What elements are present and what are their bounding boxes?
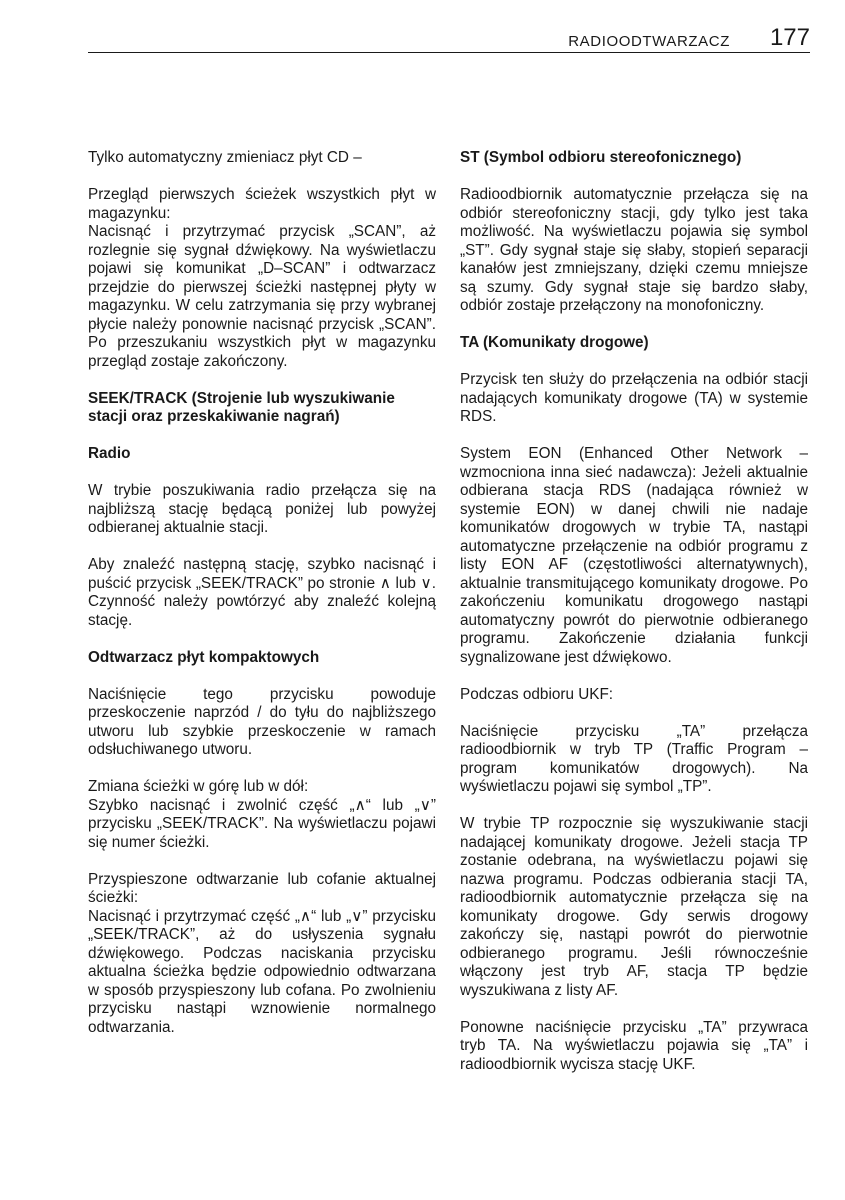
text-line: Przegląd pierwszych ścieżek wszystkich płyt w magazynku:: [88, 186, 436, 222]
paragraph: [88, 778, 436, 852]
text-line: Tylko automatyczny zmieniacz płyt CD –: [88, 149, 362, 166]
section-title: RADIOODTWARZACZ: [568, 33, 730, 50]
paragraph: [88, 149, 436, 168]
text-line: W trybie poszukiwania radio przełącza się na najbliższą stację będącą poniżej lub powyżej odbieranej aktualnie stacji.: [88, 482, 436, 536]
text-line: Odtwarzacz płyt kompaktowych: [88, 648, 320, 666]
page-number: 177: [769, 24, 810, 51]
paragraph: [88, 482, 436, 538]
text-line: ST (Symbol odbioru stereofonicznego): [460, 149, 742, 166]
text-line: Naciśnięcie tego przycisku powoduje przeskoczenie naprzód / do tyłu do najbliższego utworu lub szybkie przeskoczenie w ramach odsłuchiwanego utworu.: [88, 685, 436, 758]
header-rule: [88, 52, 810, 53]
text-line: Aby znaleźć następną stację, szybko nacisnąć i puścić przycisk „SEEK/TRACK” po stronie ∧ lub ∨. Czynność należy powtórzyć aby znaleźć kolejną stację.: [88, 556, 436, 629]
text-line: W trybie TP rozpocznie się wyszukiwanie stacji nadającej komunikaty drogowe. Jeżeli stacja TP zostanie odebrana, na wyświetlaczu pojawi się nazwa programu. Podczas odbierania stacji TA, radioodbiornik automatycznie przełącza się na komunikaty drogowe. Gdy serwis drogowy zakończy się, nastąpi powrót do pierwotnie odbieranego programu. Jeśli równocześnie włączony jest tryb AF, stacja TP będzie wyszukiwana z listy AF.: [460, 815, 808, 999]
paragraph: [460, 186, 808, 316]
text-line: Szybko nacisnąć i zwolnić część „∧“ lub „∨” przycisku „SEEK/TRACK”. Na wyświetlaczu pojawi się numer ścieżki.: [88, 796, 436, 851]
paragraph: [460, 445, 808, 667]
right-column: [460, 149, 808, 1093]
text-line: Radio: [88, 445, 131, 462]
text-line: Nacisnąć i przytrzymać część „∧“ lub „∨” przycisku „SEEK/TRACK”, aż do usłyszenia sygnału dźwiękowego. Podczas naciskania przycisku aktualna ścieżka będzie odpowiednio odtwarzana w sposób przyspieszony lub cofana. Po zwolnieniu przycisku nastąpi wznowienie normalnego odtwarzania.: [88, 907, 436, 1036]
text-line: System EON (Enhanced Other Network – wzmocniona inna sieć nadawcza): Jeżeli aktualnie odbierana stacja RDS (nadająca również w systemie EON) w danej chwili nie nadaje komunikatów drogowych w trybie TA, nastąpi automatyczne przełączenie na odbiór programu z listy EON AF (częstotliwości alternatywnych), aktualnie transmitującego komunikaty drogowe. Po zakończeniu komunikatu drogowego nastąpi automatyczny powrót do pierwotnie odbieranego programu. Zakończenie działania funkcji sygnalizowane jest dźwiękowo.: [460, 445, 808, 666]
page-header: [88, 24, 810, 54]
section-heading: [88, 649, 436, 668]
text-line: TA (Komunikaty drogowe): [460, 334, 649, 351]
paragraph: [460, 1019, 808, 1075]
section-heading: [460, 149, 808, 168]
left-column: [88, 149, 436, 1056]
paragraph: [88, 186, 436, 371]
paragraph: [88, 871, 436, 1038]
text-line: Nacisnąć i przytrzymać przycisk „SCAN”, aż rozlegnie się sygnał dźwiękowy. Na wyświetlaczu pojawi się komunikat „D–SCAN” i odtwarzacz przejdzie do pierwszej ścieżki następnej płyty w magazynku. W celu zatrzymania się przy wybranej płycie należy ponownie nacisnąć przycisk „SCAN”. Po przeszukaniu wszystkich płyt w magazynku przegląd zostaje zakończony.: [88, 223, 436, 370]
text-line: Radioodbiornik automatycznie przełącza się na odbiór stereofoniczny stacji, gdy tylko jest taka możliwość. Na wyświetlaczu pojawia się symbol „ST”. Gdy sygnał staje się słaby, stopień separacji kanałów jest zmniejszany, dzięki czemu mniejsze są szumy. Gdy sygnał staje się bardzo słaby, odbiór zostaje przełączony na monofoniczny.: [460, 186, 808, 314]
section-heading: [88, 390, 436, 427]
section-heading: [460, 334, 808, 353]
text-line: Zmiana ścieżki w górę lub w dół:: [88, 778, 309, 795]
paragraph: [460, 815, 808, 1000]
paragraph: [460, 371, 808, 427]
paragraph: [460, 723, 808, 797]
paragraph: [460, 686, 808, 705]
text-line: Przycisk ten służy do przełączenia na odbiór stacji nadających komunikaty drogowe (TA) w systemie RDS.: [460, 371, 808, 425]
text-line: SEEK/TRACK (Strojenie lub wyszukiwanie stacji oraz przeskakiwanie nagrań): [88, 389, 395, 425]
text-line: Ponowne naciśnięcie przycisku „TA” przywraca tryb TA. Na wyświetlaczu pojawia się „TA” i radioodbiornik wycisza stację UKF.: [460, 1018, 808, 1073]
paragraph: [88, 686, 436, 760]
section-heading: [88, 445, 436, 464]
text-line: Naciśnięcie przycisku „TA” przełącza radioodbiornik w tryb TP (Traffic Program – program komunikatów drogowych). Na wyświetlaczu pojawi się symbol „TP”.: [460, 722, 808, 795]
paragraph: [88, 556, 436, 630]
text-line: Przyspieszone odtwarzanie lub cofanie aktualnej ścieżki:: [88, 870, 436, 906]
text-line: Podczas odbioru UKF:: [460, 685, 614, 703]
